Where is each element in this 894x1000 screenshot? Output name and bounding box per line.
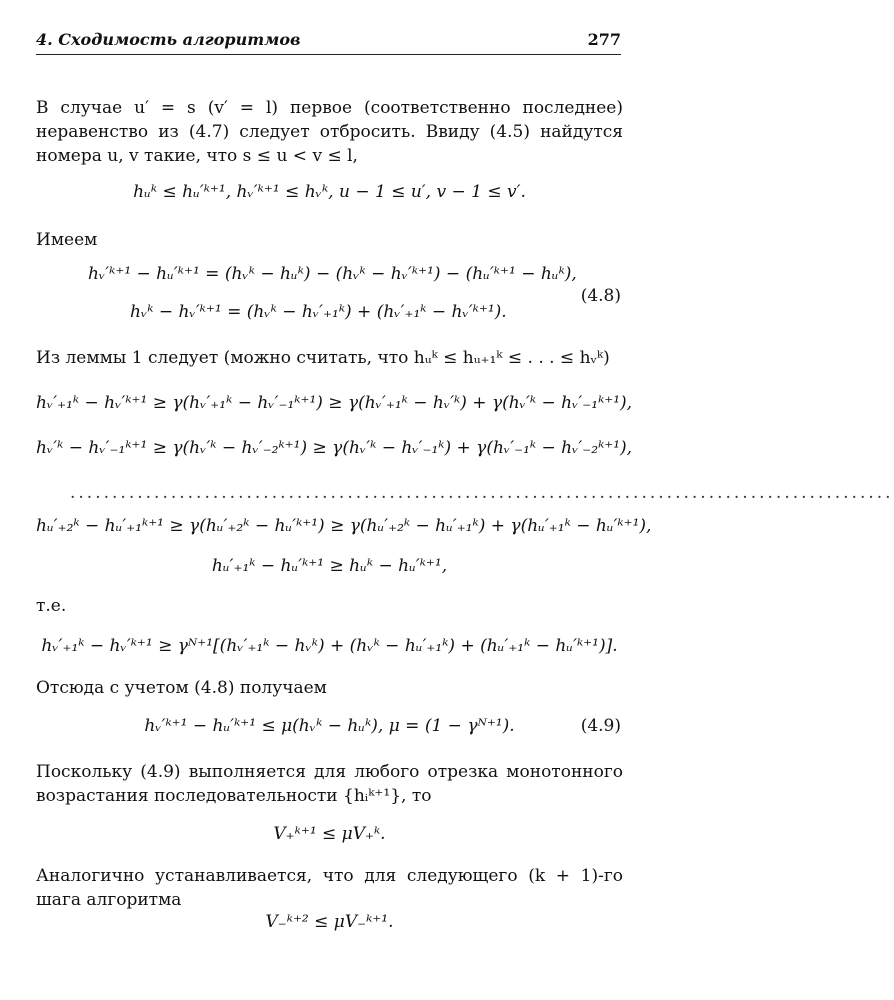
- inequality-1: hᵥ′₊₁ᵏ − hᵥ′ᵏ⁺¹ ≥ γ(hᵥ′₊₁ᵏ − hᵥ′₋₁ᵏ⁺¹) ≥ γ(hᵥ′₊₁ᵏ − hᵥ′ᵏ) + γ(hᵥ′ᵏ − hᵥ′₋₁ᵏ⁺¹),: [36, 393, 633, 413]
- equation-conditions: hᵤᵏ ≤ hᵤ′ᵏ⁺¹, hᵥ′ᵏ⁺¹ ≤ hᵥᵏ, u − 1 ≤ u′, v − 1 ≤ v′.: [133, 182, 526, 202]
- paragraph-te: т.е.: [36, 596, 67, 616]
- equation-v-minus: V₋ᵏ⁺² ≤ μV₋ᵏ⁺¹.: [265, 912, 394, 932]
- paragraph-lemma: Из леммы 1 следует (можно считать, что hᵤᵏ ≤ hᵤ₊₁ᵏ ≤ . . . ≤ hᵥᵏ): [36, 348, 610, 368]
- equation-v-plus: V₊ᵏ⁺¹ ≤ μV₊ᵏ.: [273, 824, 386, 844]
- inequality-3: hᵤ′₊₂ᵏ − hᵤ′₊₁ᵏ⁺¹ ≥ γ(hᵤ′₊₂ᵏ − hᵤ′ᵏ⁺¹) ≥ γ(hᵤ′₊₂ᵏ − hᵤ′₊₁ᵏ) + γ(hᵤ′₊₁ᵏ − hᵤ′ᵏ⁺¹),: [36, 516, 652, 536]
- equation-4-8-line2: hᵥᵏ − hᵥ′ᵏ⁺¹ = (hᵥᵏ − hᵥ′₊₁ᵏ) + (hᵥ′₊₁ᵏ − hᵥ′ᵏ⁺¹).: [130, 302, 507, 322]
- equation-number-4-8: (4.8): [580, 286, 621, 306]
- running-header-title: 4. Сходимость алгоритмов: [36, 30, 301, 49]
- equation-number-4-9: (4.9): [580, 716, 621, 736]
- paragraph-imeem: Имеем: [36, 230, 98, 250]
- page-number: 277: [587, 30, 621, 49]
- inequality-2: hᵥ′ᵏ − hᵥ′₋₁ᵏ⁺¹ ≥ γ(hᵥ′ᵏ − hᵥ′₋₂ᵏ⁺¹) ≥ γ(hᵥ′ᵏ − hᵥ′₋₁ᵏ) + γ(hᵥ′₋₁ᵏ − hᵥ′₋₂ᵏ⁺¹),: [36, 438, 633, 458]
- equation-4-9: hᵥ′ᵏ⁺¹ − hᵤ′ᵏ⁺¹ ≤ μ(hᵥᵏ − hᵤᵏ), μ = (1 − γᴺ⁺¹).: [144, 716, 515, 736]
- equation-4-8-line1: hᵥ′ᵏ⁺¹ − hᵤ′ᵏ⁺¹ = (hᵥᵏ − hᵤᵏ) − (hᵥᵏ − hᵥ′ᵏ⁺¹) − (hᵤ′ᵏ⁺¹ − hᵤᵏ),: [88, 264, 577, 284]
- paragraph-otsyuda: Отсюда с учетом (4.8) получаем: [36, 678, 327, 698]
- paragraph-poskolku: Поскольку (4.9) выполняется для любого отрезка монотонного возрастания последовательности {hᵢᵏ⁺¹}, то: [36, 762, 623, 806]
- paragraph-intro: В случае u′ = s (v′ = l) первое (соответственно последнее) неравенство из (4.7) следует отбросить. Ввиду (4.5) найдутся номера u, v такие, что s ≤ u < v ≤ l,: [36, 98, 623, 166]
- inequality-4: hᵤ′₊₁ᵏ − hᵤ′ᵏ⁺¹ ≥ hᵤᵏ − hᵤ′ᵏ⁺¹,: [211, 556, 448, 576]
- inequality-5: hᵥ′₊₁ᵏ − hᵥ′ᵏ⁺¹ ≥ γᴺ⁺¹[(hᵥ′₊₁ᵏ − hᵥᵏ) + (hᵥᵏ − hᵤ′₊₁ᵏ) + (hᵤ′₊₁ᵏ − hᵤ′ᵏ⁺¹)].: [41, 636, 618, 656]
- paragraph-analogichno: Аналогично устанавливается, что для следующего (k + 1)-го шага алгоритма: [36, 866, 623, 910]
- ellipsis-row: ..................................................................................................: [70, 483, 894, 503]
- header-rule: [36, 54, 621, 55]
